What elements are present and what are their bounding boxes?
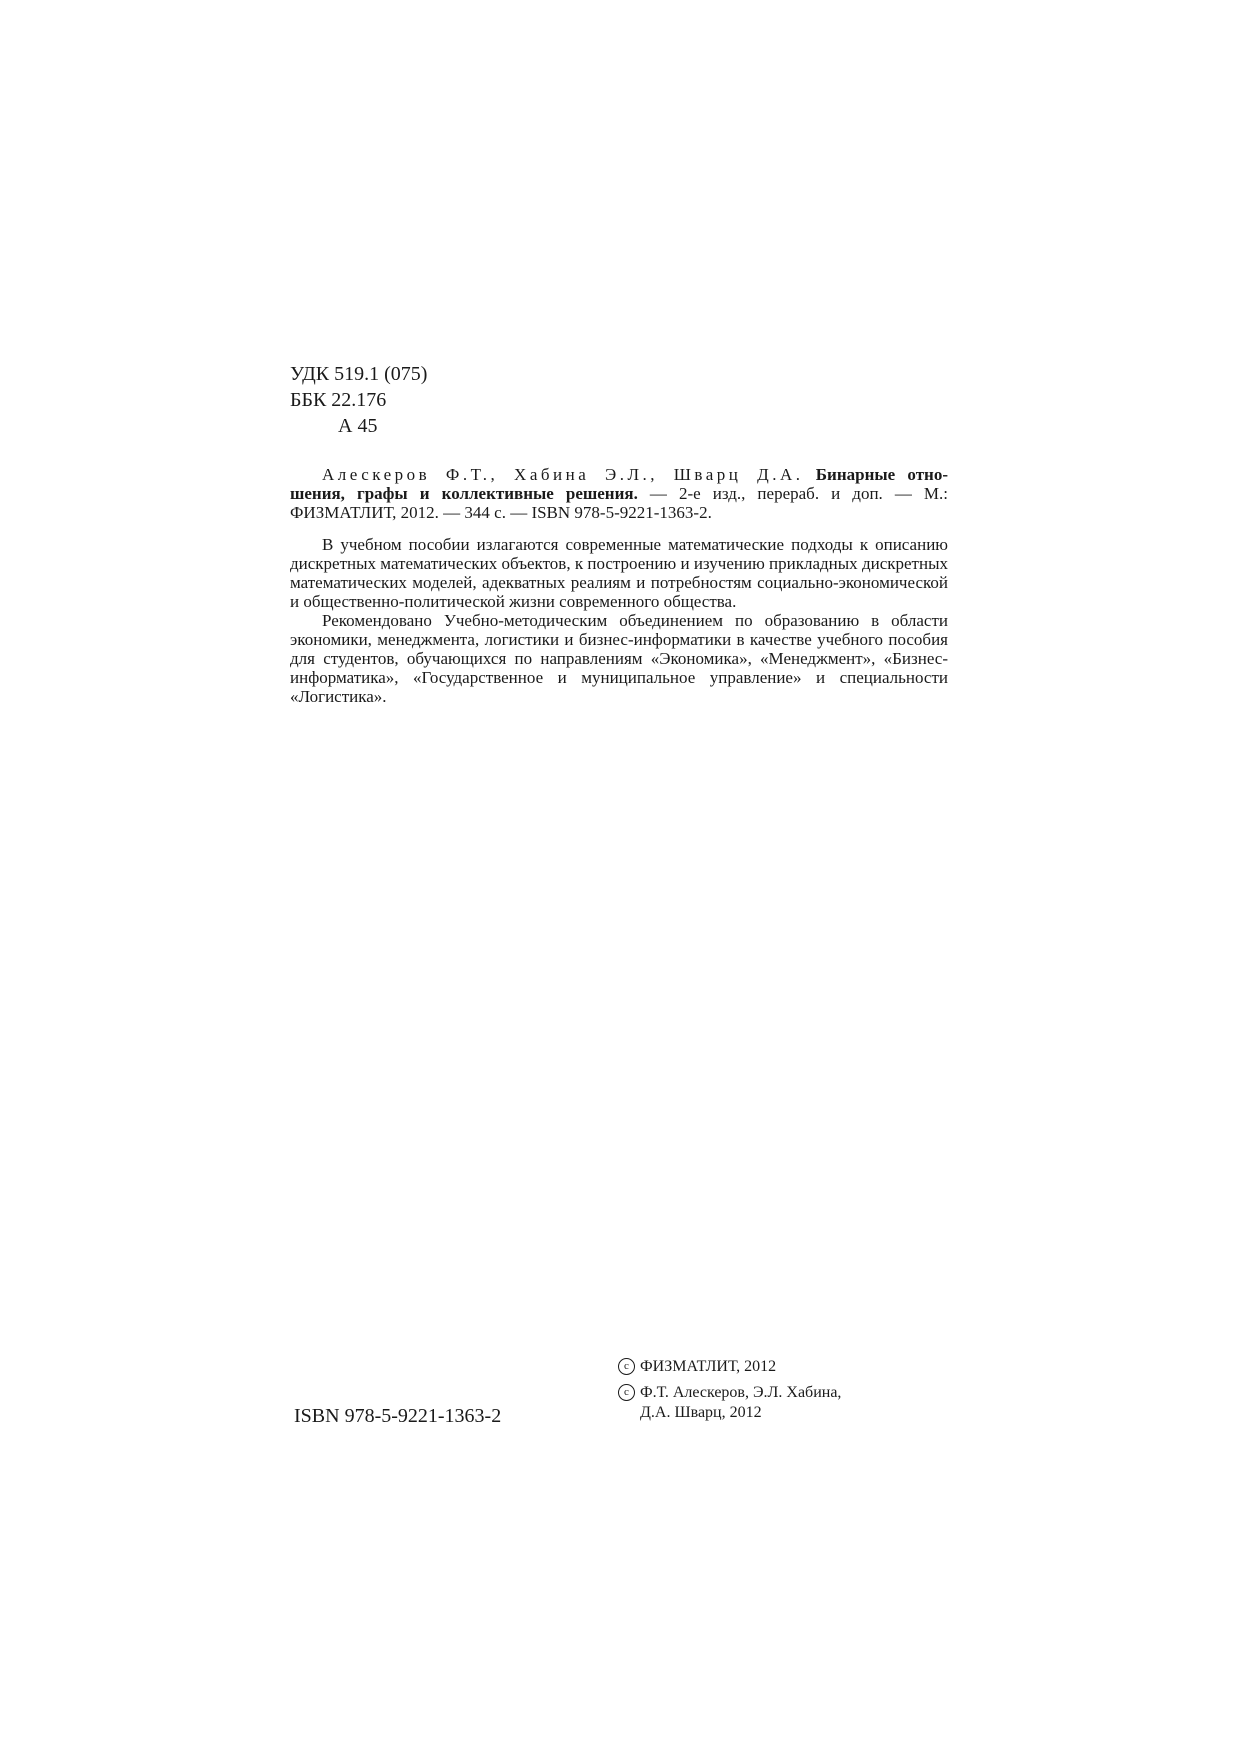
copyright-block [618,1357,841,1429]
copyright-authors [618,1383,841,1423]
abstract-paragraph: В учебном пособии излагаются современные математические подходы к описанию дискретных математических объектов, к построению и изучению прикладных дискретных математических моделей, адекватных реалиям и потребностям социально-экономической и общественно-политической жизни современного общества. [290,535,948,611]
authors: Алескеров Ф.Т., Хабина Э.Л., Шварц Д.А. [322,465,804,484]
copyright-icon: c [618,1358,635,1375]
classification-codes [290,361,427,439]
copyright-publisher [618,1357,841,1377]
isbn-number: ISBN 978-5-9221-1363-2 [294,1405,502,1427]
author-mark: А 45 [338,415,378,437]
annotation-block [290,465,948,706]
recommendation-paragraph: Рекомендовано Учебно-методическим объединением по образованию в области экономики, менеджмента, логистики и бизнес-информатики в качестве учебного пособия для студентов, обучающихся по направлениям «Экономика», «Менеджмент», «Бизнес-информатика», «Государственное и муниципальное управление» и специальности «Логистика». [290,611,948,706]
copyright-authors-line2: Д.А. Шварц, 2012 [640,1404,762,1421]
copyright-publisher-text: ФИЗМАТЛИТ, 2012 [640,1358,777,1375]
bibliographic-record [290,465,948,522]
publication-info: М.: ФИЗМАТЛИТ, 2012. — 344 с. — ISBN 978-5-9221-1363-2. [290,484,949,522]
edition-info: — 2-е изд., перераб. и доп. — [649,484,912,503]
copyright-authors-line1: Ф.Т. Алескеров, Э.Л. Хабина, [640,1384,842,1401]
copyright-icon: c [618,1384,635,1401]
book-title-part1: Бинарные отно- [815,465,949,484]
bbk-code: ББК 22.176 [290,389,387,411]
udk-code: УДК 519.1 (075) [290,363,428,385]
book-title-part2: шения, графы и коллективные решения. [290,484,638,503]
